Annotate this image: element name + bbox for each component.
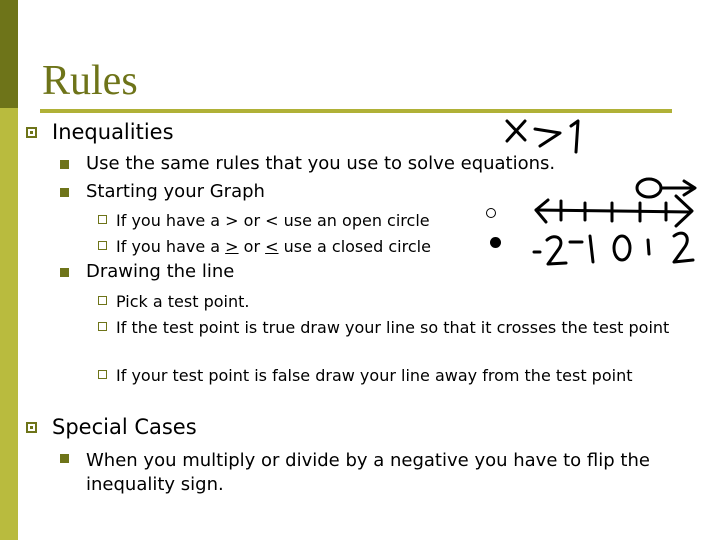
subitem-false-point: If your test point is false draw your line away from the test point [116,366,633,385]
handwritten-label-1 [648,240,649,254]
handwritten-gt [535,129,560,146]
section-heading-special-cases: Special Cases [52,415,197,439]
handwritten-one [571,121,578,152]
handwritten-x [507,121,525,141]
section-heading-inequalities: Inequalities [52,120,174,144]
subitem-closed-circle: If you have a > or < use a closed circle [116,237,431,256]
subitem-open-circle: If you have a > or < use an open circle [116,211,430,230]
handwritten-label-2 [674,233,693,262]
handwritten-label-neg1 [570,236,593,262]
handwritten-label-neg2 [547,237,566,264]
handwritten-shade-arrow [661,181,695,195]
slide-title: Rules [42,58,138,104]
item-same-rules: Use the same rules that you use to solve equations. [86,153,556,174]
handwritten-open-circle [637,179,661,197]
item-starting-graph: Starting your Graph [86,181,265,202]
subitem-true-point: If the test point is true draw your line so that it crosses the test point [116,318,670,337]
subitem-pick-point: Pick a test point. [116,292,250,311]
item-drawing-line: Drawing the line [86,261,235,282]
item-flip-sign: When you multiply or divide by a negative you have to flip the inequality sign. [86,450,650,495]
handwritten-label-0 [614,236,630,260]
